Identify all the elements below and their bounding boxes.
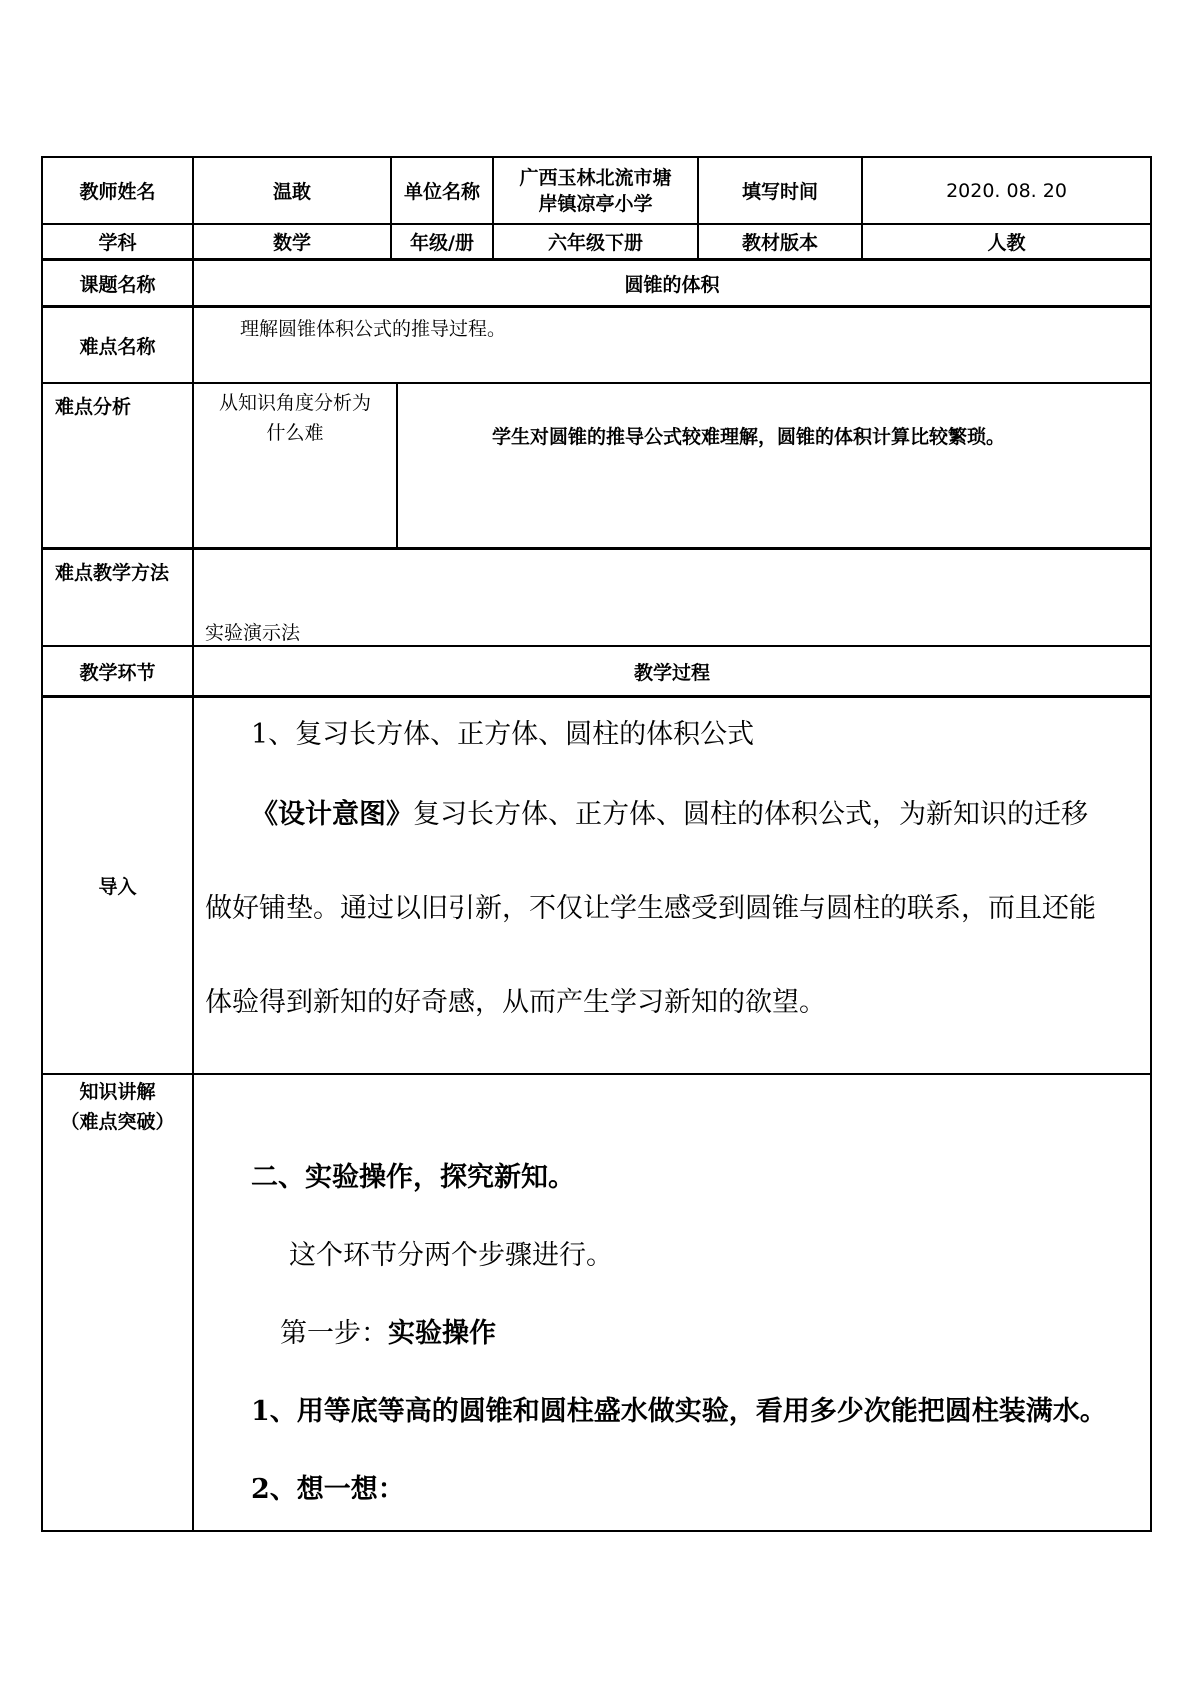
knowledge-step1-label: 第一步： [280, 1318, 388, 1349]
topic-label: 课题名称 [41, 259, 193, 306]
edition-value: 人教 [862, 224, 1152, 259]
analysis-sub-label-line2: 什么难 [266, 422, 324, 444]
intro-line2-bold: 《设计意图》 [251, 799, 413, 830]
process-label: 教学环节 [41, 646, 193, 696]
difficulty-value: 理解圆锥体积公式的推导过程。 [240, 318, 507, 340]
teacher-label: 教师姓名 [41, 156, 193, 224]
method-value: 实验演示法 [205, 622, 301, 644]
knowledge-step1-rest: 实验操作 [388, 1318, 496, 1349]
unit-label: 单位名称 [391, 156, 493, 224]
analysis-value-cell [396, 383, 1152, 548]
subject-value: 数学 [193, 224, 391, 259]
unit-name [493, 156, 698, 224]
method-label-cell [41, 548, 193, 646]
intro-line2 [251, 792, 1088, 831]
teacher-name: 温敢 [193, 156, 391, 224]
knowledge-content [193, 1074, 1152, 1532]
process-value: 教学过程 [193, 646, 1152, 696]
grade-label: 年级/册 [391, 224, 493, 259]
intro-line1: 1、复习长方体、正方体、圆柱的体积公式 [251, 719, 755, 750]
intro-label: 导入 [41, 696, 193, 1074]
knowledge-step1 [280, 1311, 496, 1350]
analysis-label-cell [41, 383, 193, 548]
unit-name-line1: 广西玉林北流市塘 [519, 166, 672, 189]
difficulty-label: 难点名称 [41, 306, 193, 383]
edition-label: 教材版本 [698, 224, 862, 259]
intro-line3: 做好铺垫。通过以旧引新，不仅让学生感受到圆锥与圆柱的联系，而且还能 [205, 893, 1096, 924]
analysis-label: 难点分析 [55, 396, 132, 418]
subject-label: 学科 [41, 224, 193, 259]
knowledge-label-line1: 知识讲解 [79, 1081, 156, 1103]
intro-line2-rest: 复习长方体、正方体、圆柱的体积公式，为新知识的迁移 [413, 799, 1088, 830]
knowledge-label-cell [41, 1074, 193, 1532]
knowledge-item1: 1、用等底等高的圆锥和圆柱盛水做实验，看用多少次能把圆柱装满水。 [251, 1396, 1107, 1427]
analysis-sub-label-line1: 从知识角度分析为 [218, 392, 371, 414]
knowledge-heading: 二、实验操作，探究新知。 [251, 1162, 575, 1193]
method-value-cell [193, 548, 1152, 646]
intro-content [193, 696, 1152, 1074]
topic-value: 圆锥的体积 [193, 259, 1152, 306]
unit-name-line2: 岸镇凉亭小学 [538, 192, 653, 215]
method-label: 难点教学方法 [55, 562, 170, 584]
knowledge-item2: 2、想一想： [251, 1474, 405, 1505]
date-value: 2020. 08. 20 [862, 156, 1152, 224]
knowledge-line1: 这个环节分两个步骤进行。 [289, 1240, 613, 1271]
date-label: 填写时间 [698, 156, 862, 224]
knowledge-label-line2: （难点突破） [60, 1111, 175, 1133]
analysis-sub-label-cell [193, 383, 397, 548]
intro-line4: 体验得到新知的好奇感，从而产生学习新知的欲望。 [205, 987, 826, 1018]
difficulty-cell [193, 306, 1152, 383]
analysis-value: 学生对圆锥的推导公式较难理解，圆锥的体积计算比较繁琐。 [492, 426, 1006, 448]
grade-value: 六年级下册 [493, 224, 698, 259]
